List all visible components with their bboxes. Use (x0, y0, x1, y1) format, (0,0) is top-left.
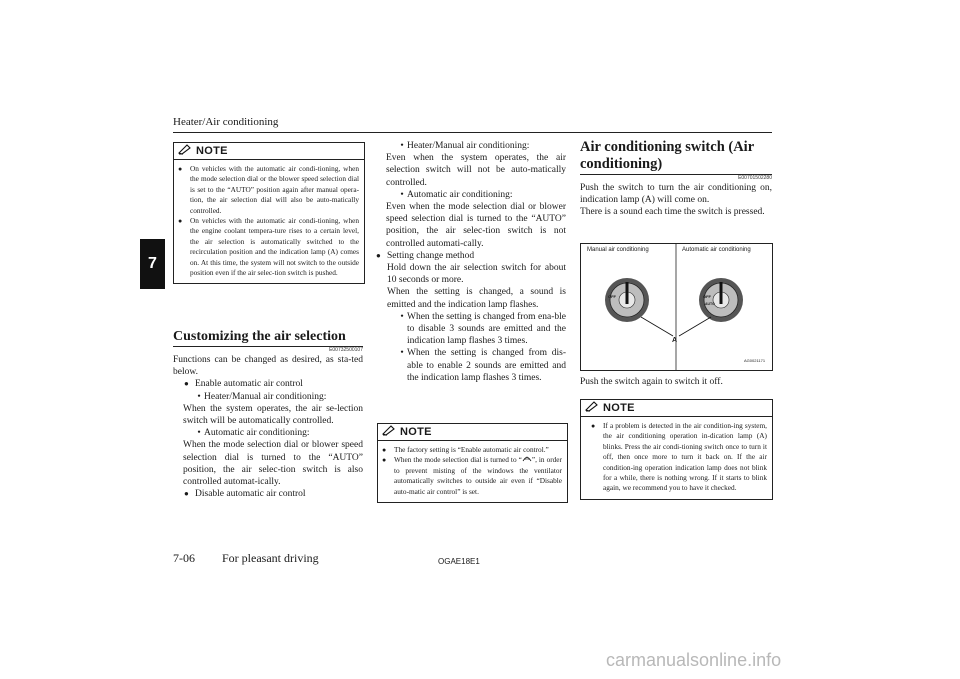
body-paragraph: Push the switch again to switch it off. (580, 377, 723, 387)
section-body (580, 182, 772, 219)
setting-text-2: When the setting is changed, a sound is emitted and the indication lamp flashes. (387, 287, 566, 310)
bullet-icon: ● (591, 422, 596, 430)
note-text-part: When the mode selection dial is turned to “ (394, 455, 522, 465)
sub-item (376, 189, 566, 201)
list-item-label: Setting change method (387, 250, 475, 261)
sub-item-head: Heater/Manual air conditioning: (204, 391, 327, 402)
body-paragraph: Push the switch to turn the air conditioning on, indication lamp (A) will come on. (580, 183, 772, 206)
dash-icon: • (197, 391, 201, 402)
sub-item-text: Even when the system operates, the air selection switch will not be auto-matically controlled. (386, 153, 566, 188)
note-box-3 (580, 399, 773, 500)
dial-off-label: OFF (608, 294, 616, 299)
note-item-text (394, 455, 562, 497)
callout-a: A (672, 337, 678, 344)
defroster-icon (522, 455, 532, 464)
section-code: E00732500107 (329, 347, 363, 353)
sub-item (376, 347, 566, 384)
bullet-icon: ● (382, 446, 387, 454)
sub-item-head: Heater/Manual air conditioning: (407, 141, 530, 151)
sub-item-text: When the setting is changed from dis-able to enable 2 sounds are emitted and the indication lamp flashes 3 times. (407, 348, 566, 383)
bullet-icon: ● (382, 456, 387, 465)
bullet-icon: ● (184, 379, 189, 389)
note-label: NOTE (603, 402, 635, 414)
note-item (178, 216, 359, 278)
dash-icon: • (400, 311, 404, 322)
section-title: Customizing the air selection (173, 329, 346, 344)
figure-label-manual: Manual air conditioning (587, 247, 649, 253)
dial-auto-label: AUTO (705, 302, 715, 306)
column-2-body (376, 140, 566, 384)
section-ac-switch (580, 139, 772, 219)
sub-item (173, 427, 363, 439)
note-header (174, 143, 364, 160)
header-rule (173, 132, 772, 133)
sub-item-head: Automatic air conditioning: (204, 428, 310, 439)
figure-code: AG0021171 (744, 358, 766, 363)
footer-section-name: For pleasant driving (222, 551, 319, 565)
note-label: NOTE (196, 145, 228, 157)
bullet-icon: ● (178, 165, 183, 173)
section-title (580, 139, 772, 173)
note-item-text: On vehicles with the automatic air condi-tioning, when the mode selection dial or the blower speed selection dial is set to the “AUTO” position again after manual opera-tion, the air selection dial will also be auto-matically controlled. (190, 164, 359, 215)
note-item-text: On vehicles with the automatic air condi-tioning, when the engine coolant tempera-ture rises to a certain level, the air selection is automatically switched to the recirculation position and the indication lamp (A) comes on. At this time, the system will not switch to the outside position even if the air selec-tion switch is pushed. (190, 216, 359, 278)
sub-item-head: Automatic air conditioning: (407, 189, 513, 200)
note-body (378, 441, 567, 502)
dash-icon: • (400, 189, 404, 200)
section-title-line-1: Air conditioning switch (Air (580, 139, 755, 155)
pencil-note-icon (585, 399, 599, 417)
note-item-text: If a problem is detected in the air condition-ing system, the air conditioning operation in-dication lamp (A) blinks. Press the air condi-tioning switch once to turn it off, then once more to turn it back on. If the air condition-ing operation indication lamp does not blink for a while, there is nothing wrong. If it starts to blink again, we recommend you to have it checked. (603, 421, 767, 493)
list-item-label: Disable automatic air control (195, 489, 306, 500)
footer-page-number: 7-06 (173, 551, 195, 565)
note-header (378, 424, 567, 441)
dash-icon: • (197, 428, 201, 439)
pencil-note-icon (178, 142, 192, 160)
note-body (581, 417, 772, 499)
dash-icon: • (400, 141, 404, 151)
note-item (178, 164, 359, 216)
list-item-label: Enable automatic air control (195, 379, 303, 390)
sub-item (376, 140, 566, 152)
note-text-part: ”, in order to prevent misting of the windows the ventilator automatically switches to outside air even if “Disable auto-matic air control” is set. (394, 455, 562, 496)
body-paragraph: There is a sound each time the switch is pressed. (580, 207, 765, 218)
sub-item-text: When the system operates, the air se-lection switch will be automatically controlled. (183, 403, 363, 427)
note-item-text: The factory setting is “Enable automatic air control.” (394, 445, 549, 454)
sub-item (173, 391, 363, 403)
sub-item-text: When the setting is changed from ena-ble to disable 3 sounds are emitted and the indication lamp flashes 3 times. (407, 311, 566, 347)
pencil-note-icon (382, 423, 396, 441)
note-body (174, 160, 364, 283)
note-item (382, 455, 562, 497)
dash-icon: • (400, 348, 404, 359)
sub-item (376, 311, 566, 348)
ac-switch-figure (580, 243, 773, 371)
note-item (382, 445, 562, 455)
bullet-icon: ● (184, 489, 189, 499)
note-header (581, 400, 772, 417)
list-item (376, 250, 566, 262)
section-body (173, 354, 363, 500)
section-code: E00701502280 (738, 175, 772, 181)
sub-item-text: When the mode selection dial or blower speed selection dial is turned to the “AUTO” position, the air selec-tion switch is also controlled automat-ically. (183, 440, 363, 488)
dial-off-label: OFF (703, 294, 711, 299)
chapter-tab: 7 (140, 239, 165, 289)
bullet-icon: ● (376, 250, 381, 260)
bullet-icon: ● (178, 217, 183, 226)
note-item (591, 421, 767, 494)
watermark: carmanualsonline.info (606, 650, 782, 670)
figure-label-auto: Automatic air conditioning (682, 247, 751, 253)
note-label: NOTE (400, 426, 432, 438)
list-item (173, 488, 363, 500)
section-customizing (173, 328, 363, 500)
ac-switch-illustration (581, 244, 772, 370)
section-title-line-2: conditioning) (580, 156, 663, 172)
setting-text: Hold down the air selection switch for about 10 seconds or more. (387, 263, 566, 286)
footer-doc-code: OGAE18E1 (438, 557, 480, 566)
note-box-2 (377, 423, 568, 503)
intro-text: Functions can be changed as desired, as sta-ted below. (173, 355, 363, 378)
list-item (173, 378, 363, 390)
sub-item-text: Even when the mode selection dial or blower speed selection dial is turned to the “AUTO” position, the air selec-tion switch is not controlled automati-cally. (386, 202, 566, 249)
note-box-1 (173, 142, 365, 284)
page-header-title: Heater/Air conditioning (173, 116, 279, 128)
